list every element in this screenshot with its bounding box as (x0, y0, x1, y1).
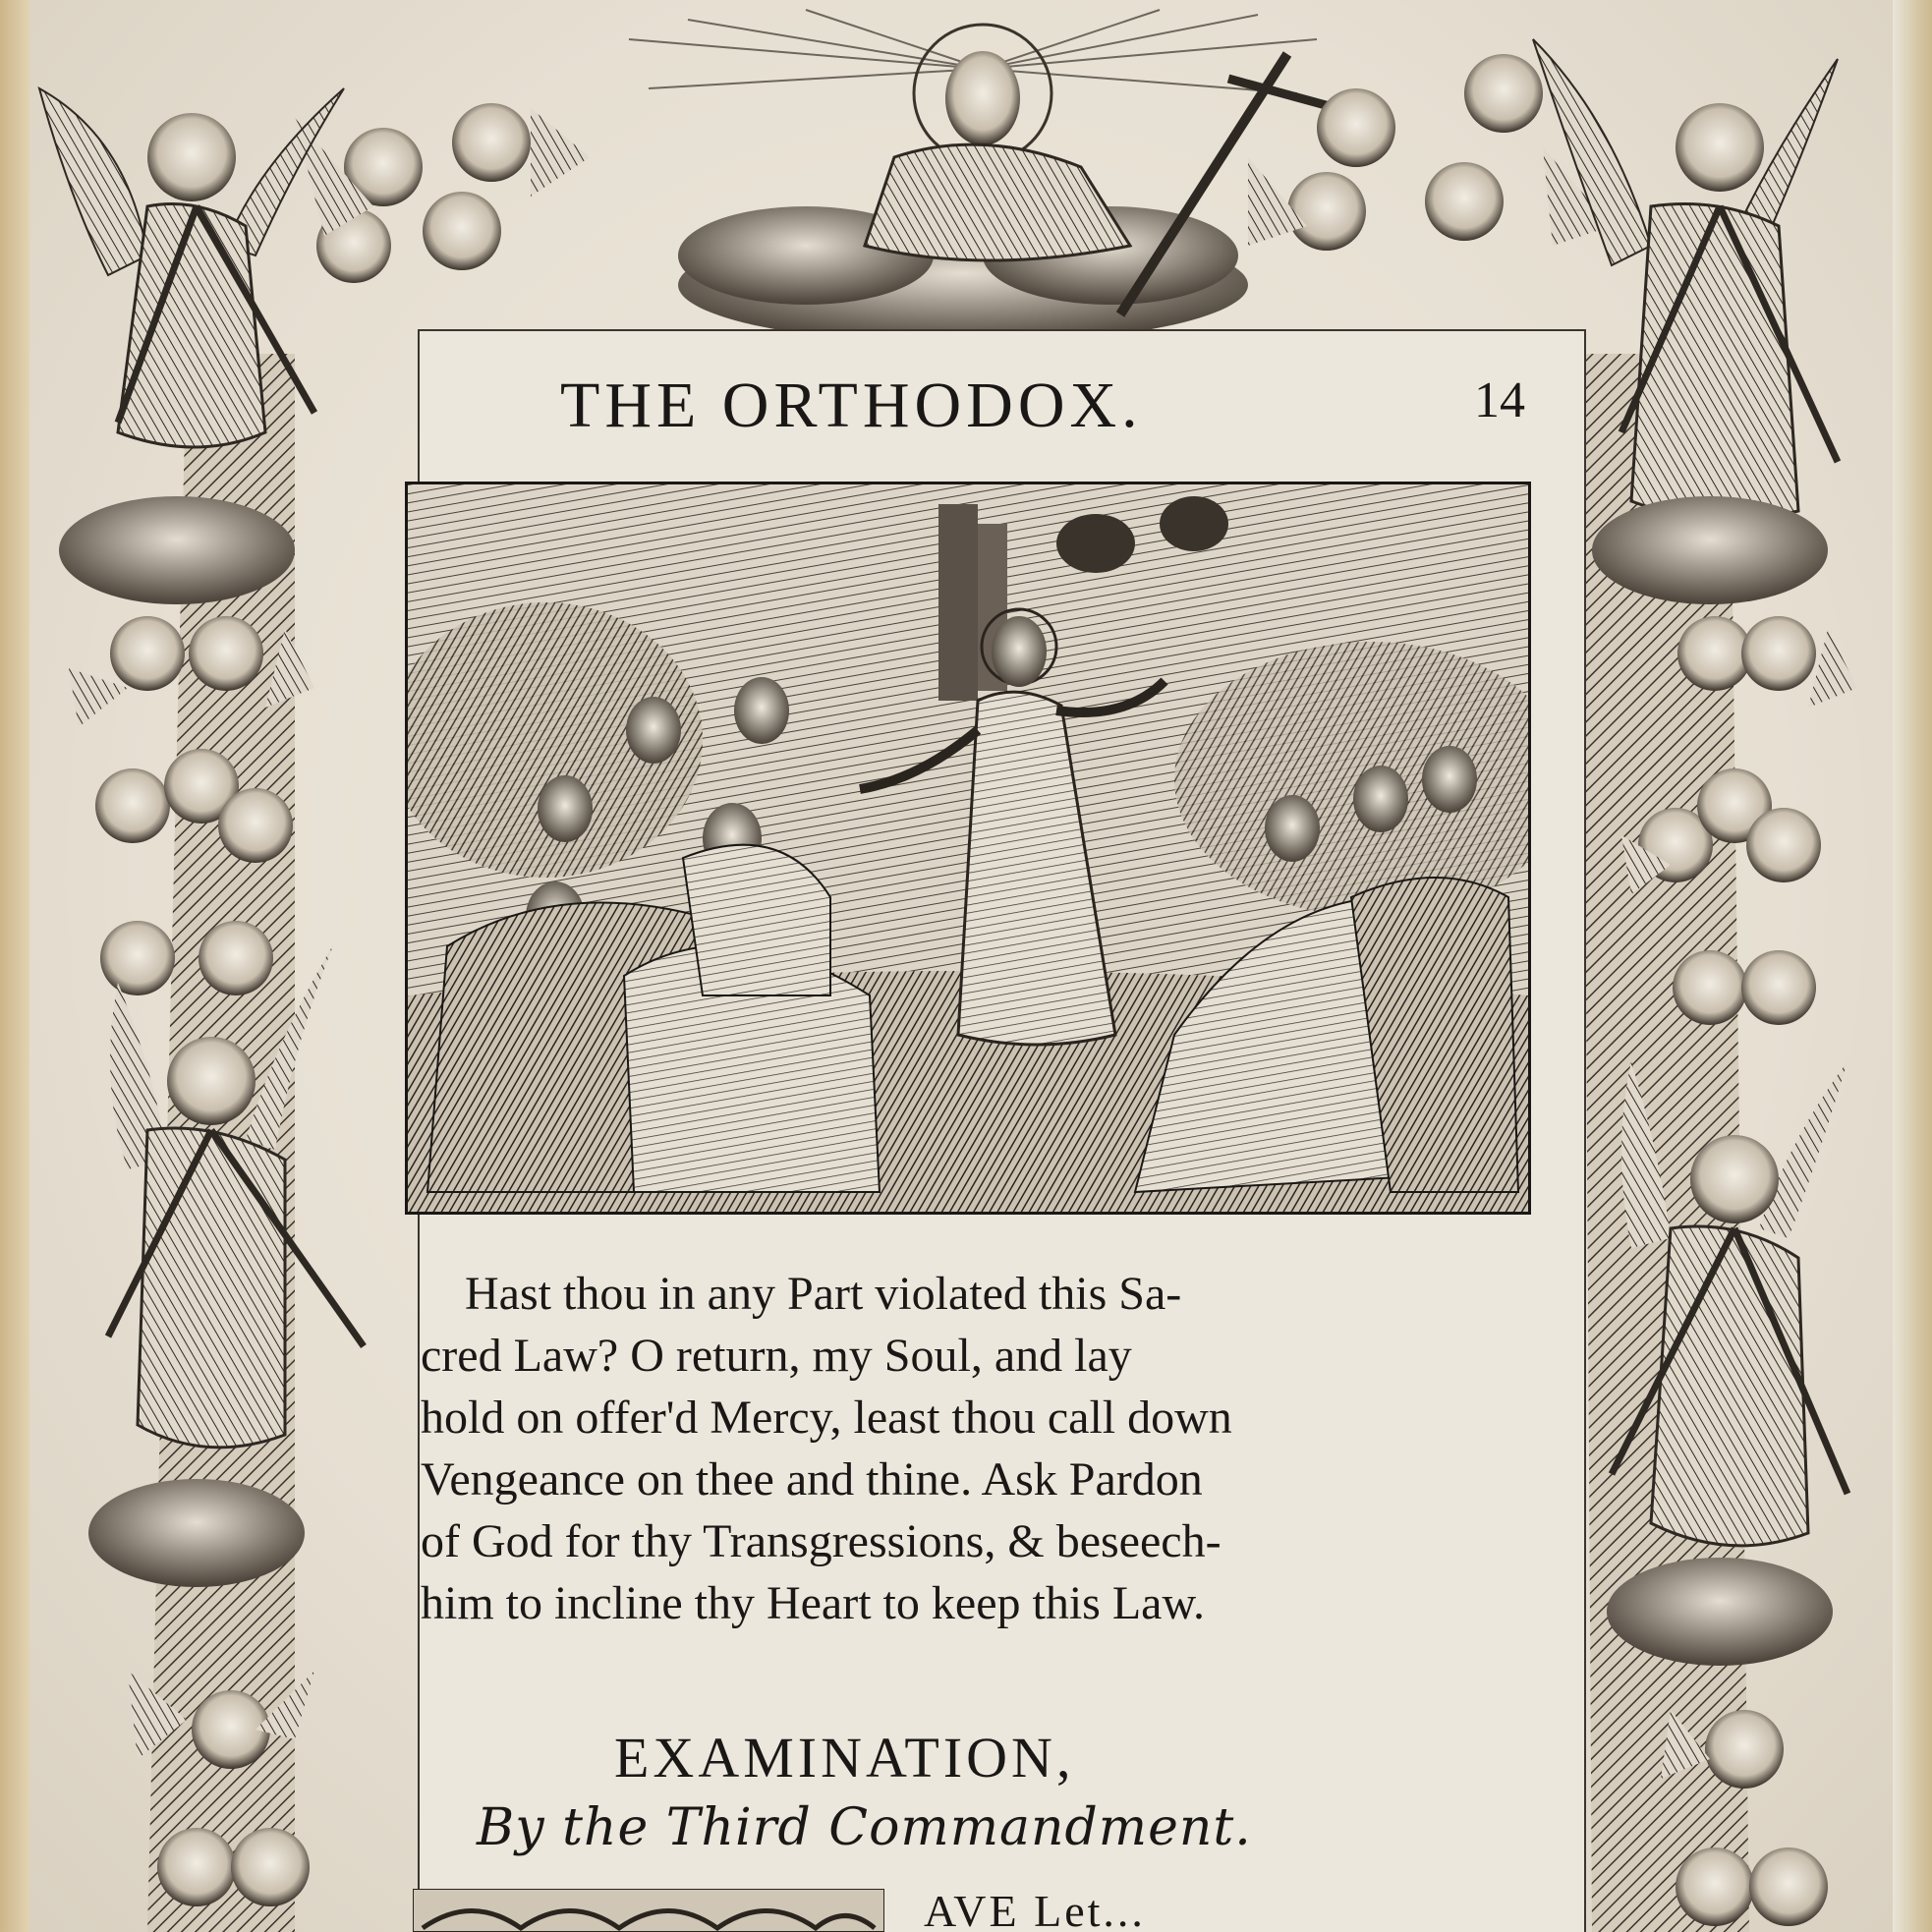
body-line: cred Law? O return, my Soul, and lay (421, 1330, 1132, 1382)
section-heading: EXAMINATION, (614, 1726, 1075, 1790)
body-line: Hast thou in any Part violated this Sa- (465, 1268, 1182, 1320)
body-line: Vengeance on thee and thine. Ask Pardon (421, 1453, 1203, 1506)
engraving-scene-icon (408, 484, 1528, 1212)
body-line: hold on offer'd Mercy, least thou call down (421, 1392, 1232, 1444)
body-line: him to incline thy Heart to keep this Law. (421, 1577, 1206, 1629)
running-header-title: THE ORTHODOX. (560, 369, 1143, 441)
page-number: 14 (1474, 372, 1525, 428)
body-paragraph (421, 1263, 1536, 1634)
partial-footer-text: AVE Let... (924, 1886, 1146, 1932)
section-subheading: By the Third Commandment. (477, 1798, 1252, 1857)
ornamental-initial-band-icon (413, 1889, 884, 1932)
body-line: of God for thy Transgressions, & beseech- (421, 1515, 1222, 1567)
engraving-plate (405, 482, 1531, 1215)
